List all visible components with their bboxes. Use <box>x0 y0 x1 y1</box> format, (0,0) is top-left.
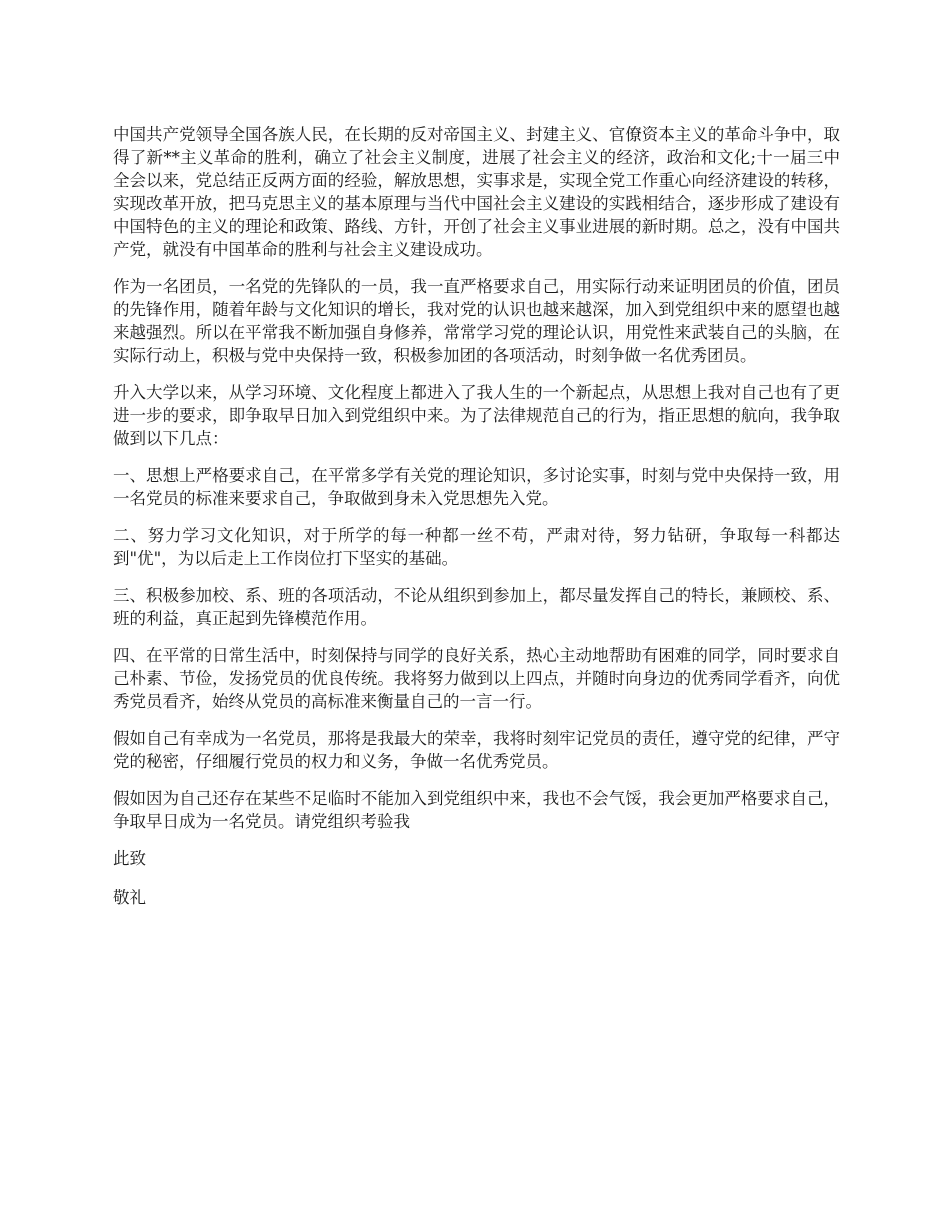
closing-jingli: 敬礼 <box>113 888 146 907</box>
paragraph-point-3: 三、积极参加校、系、班的各项活动，不论从组织到参加上，都尽量发挥自己的特长，兼顾校、系、班的利益，真正起到先锋模范作用。 <box>113 586 840 628</box>
paragraph-point-2: 二、努力学习文化知识，对于所学的每一种都一丝不苟，严肃对待，努力钻研，争取每一科都达到"优"，为以后走上工作岗位打下坚实的基础。 <box>113 526 840 568</box>
paragraph-intro: 中国共产党领导全国各族人民，在长期的反对帝国主义、封建主义、官僚资本主义的革命斗争中，取得了新**主义革命的胜利，确立了社会主义制度，进展了社会主义的经济，政治和文化;十一届三中全会以来，党总结正反两方面的经验，解放思想，实事求是，实现全党工作重心向经济建设的转移，实现改革开放，把马克思主义的基本原理与当代中国社会主义建设的实践相结合，逐步形成了建设有中国特色的主义的理论和政策、路线、方针，开创了社会主义事业进展的新时期。总之，没有中国共产党，就没有中国革命的胜利与社会主义建设成功。 <box>113 125 840 259</box>
document-body <box>113 123 840 925</box>
paragraph-if-not-accepted: 假如因为自己还存在某些不足临时不能加入到党组织中来，我也不会气馁，我会更加严格要求自己，争取早日成为一名党员。请党组织考验我 <box>113 789 840 831</box>
paragraph-university: 升入大学以来，从学习环境、文化程度上都进入了我人生的一个新起点，从思想上我对自己也有了更进一步的要求，即争取早日加入到党组织中来。为了法律规范自己的行为，指正思想的航向，我争取做到以下几点： <box>113 383 840 448</box>
paragraph-if-accepted: 假如自己有幸成为一名党员，那将是我最大的荣幸，我将时刻牢记党员的责任，遵守党的纪律，严守党的秘密，仔细履行党员的权力和义务，争做一名优秀党员。 <box>113 729 840 771</box>
closing-cizhi: 此致 <box>113 849 146 868</box>
paragraph-point-4: 四、在平常的日常生活中，时刻保持与同学的良好关系，热心主动地帮助有困难的同学，同时要求自己朴素、节俭，发扬党员的优良传统。我将努力做到以上四点，并随时向身边的优秀同学看齐，向优秀党员看齐，始终从党员的高标准来衡量自己的一言一行。 <box>113 646 840 711</box>
paragraph-member-role: 作为一名团员，一名党的先锋队的一员，我一直严格要求自己，用实际行动来证明团员的价值，团员的先锋作用，随着年龄与文化知识的增长，我对党的认识也越来越深，加入到党组织中来的愿望也越来越强烈。所以在平常我不断加强自身修养，常常学习党的理论认识，用党性来武装自己的头脑，在实际行动上，积极与党中央保持一致，积极参加团的各项活动，时刻争做一名优秀团员。 <box>113 277 840 365</box>
paragraph-point-1: 一、思想上严格要求自己，在平常多学有关党的理论知识，多讨论实事，时刻与党中央保持一致，用一名党员的标准来要求自己，争取做到身未入党思想先入党。 <box>113 466 840 508</box>
